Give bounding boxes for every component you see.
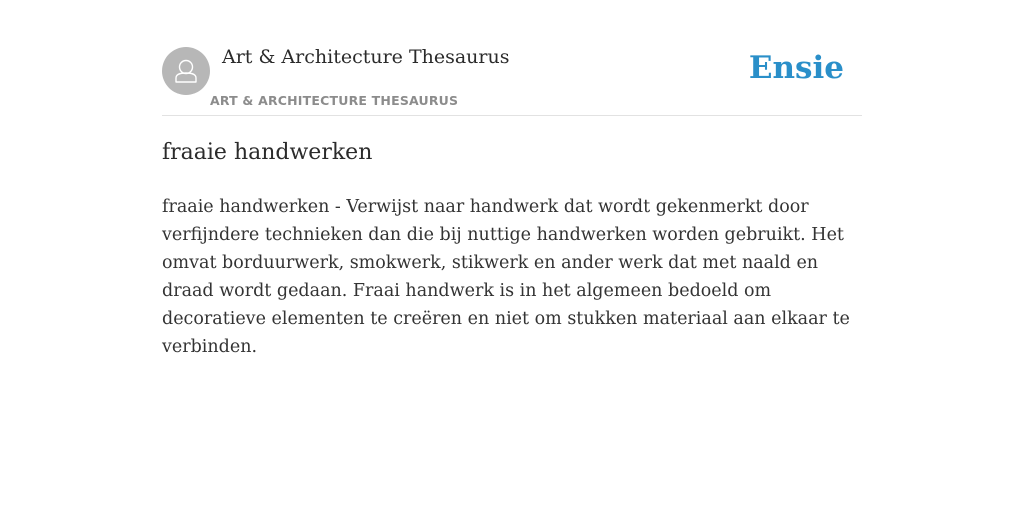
page-title: fraaie handwerken — [162, 140, 373, 165]
source-subtitle: ART & ARCHITECTURE THESAURUS — [210, 93, 459, 108]
source-header — [162, 40, 862, 116]
user-silhouette-icon — [162, 47, 210, 95]
brand-logo-link[interactable]: Ensie — [748, 50, 844, 86]
source-title[interactable]: Art & Architecture Thesaurus — [222, 46, 510, 68]
avatar[interactable] — [162, 47, 210, 95]
definition-text: fraaie handwerken - Verwijst naar handwerk dat wordt gekenmerkt door verfijndere technieken dan die bij nuttige handwerken worden gebruikt. Het omvat borduurwerk, smokwerk, stikwerk en ander werk dat met naald en draad wordt gedaan. Fraai handwerk is in het algemeen bedoeld om decoratieve elementen te creëren en niet om stukken materiaal aan elkaar te verbinden. — [162, 197, 850, 357]
